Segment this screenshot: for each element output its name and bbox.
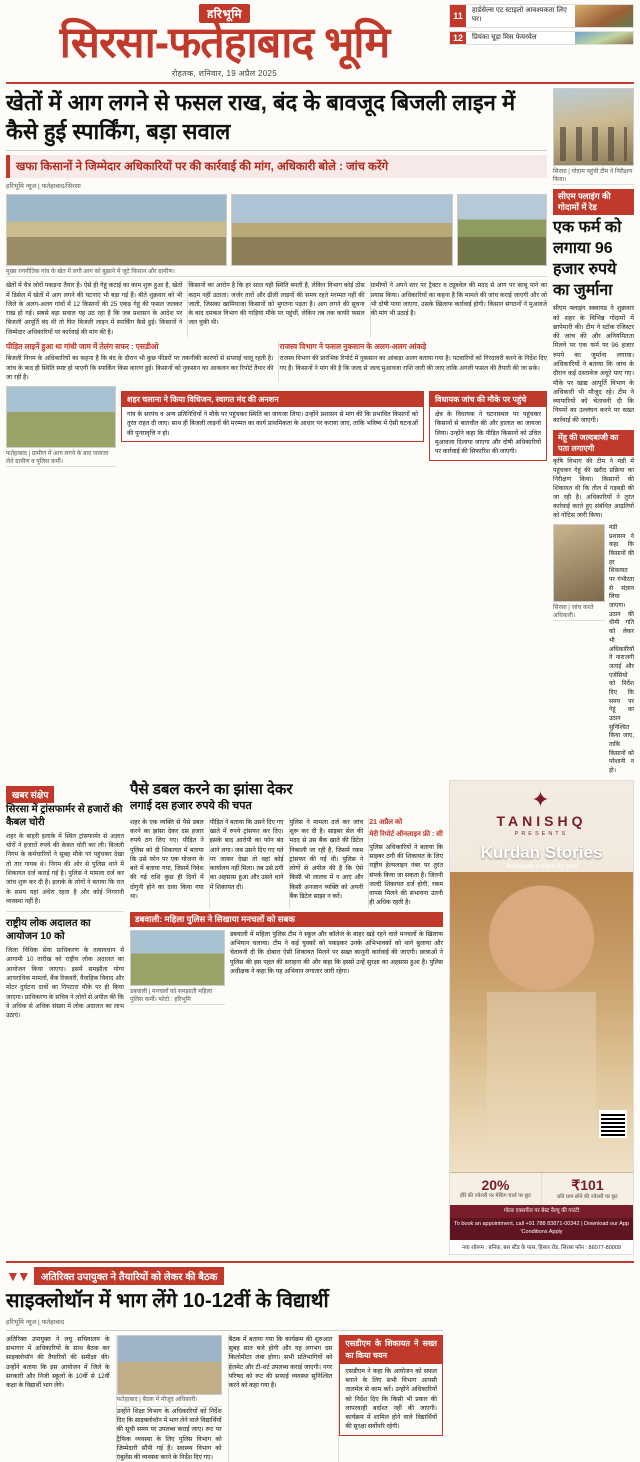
masthead [6, 4, 634, 84]
lead-photo-row [6, 194, 547, 266]
qr-code-icon[interactable] [599, 1110, 627, 1138]
side-headline: एक फर्म को लगाया 96 हजार रुपये का जुर्माना [552, 219, 622, 299]
lead-photo-4-caption: फतेहाबाद | ग्रामीण में आग लगने के बाद जायजा लेते ग्रामीण व पुलिस कर्मी। [6, 448, 116, 467]
bottom-main [6, 1285, 443, 1462]
center-story-title: पैसे डबल करने का झांसा देकर [130, 780, 293, 798]
lead-subheadline: खफा किसानों ने जिम्मेदार अधिकारियों पर की कार्रवाई की मांग, अधिकारी बोले : जांच करेंगे [6, 155, 547, 178]
center-story-side-headline: मेरी रिपोर्ट ऑनलाइन फ्री : सी [369, 831, 443, 839]
side-photo-small [553, 524, 605, 602]
promo-number: 12 [450, 32, 466, 45]
ad-offer-1-value: 20% [481, 1176, 510, 1193]
khabar-item-2-text: जिला विधिक सेवा प्राधिकरण के तत्वावधान में आगामी 10 तारीख को राष्ट्रीय लोक अदालत का आयोजन किया जाएगा। इसमें समझौता योग्य आपराधिक मामलों, बैंक रिकवरी, वैवाहिक विवाद और मोटर दुर्घटना दावों का निपटारा मौके पर ही किया जाएगा। प्राधिकरण के सचिव ने लोगों से अपील की कि वे अधिक से अधिक संख्या में लोक अदालत का लाभ उठाएं। [6, 947, 124, 1020]
lead-column-3: ग्रामीणों ने अपने स्तर पर ट्रैक्टर व ट्यूबवेल की मदद से आग पर काबू पाने का प्रयास किया। अधिकारियों का कहना है कि मामले की जांच कराई जाएगी और जो भी दोषी पाया जाएगा, उसके खिलाफ कार्रवाई होगी। किसान संगठनों ने मुआवजे की मांग भी उठाई है। [370, 281, 547, 337]
bottom-col-3: बैठक में बताया गया कि कार्यक्रम की शुरुआत सुबह सात बजे होगी और यह लगभग दस किलोमीटर लंबा होगा। सभी प्रतिभागियों को हेलमेट और टी-शर्ट उपलब्ध कराई जाएगी। नगर परिषद को रूट की सफाई व्यवस्था सुनिश्चित करने को कहा गया है। [228, 1335, 333, 1462]
ad-header [450, 781, 633, 839]
center-story-columns [130, 818, 443, 908]
bottom-col-2-text: उन्होंने शिक्षा विभाग के अधिकारियों को निर्देश दिए कि साइक्लोथॉन में भाग लेने वाले विद्यार्थियों की सूची समय पर उपलब्ध कराई जाए। रूट पर ट्रैफिक व्यवस्था के लिए पुलिस विभाग को जिम्मेदारी सौंपी गई है। स्वास्थ्य विभाग को एंबुलेंस की व्यवस्था करने के निर्देश दिए गए। [116, 1407, 222, 1462]
side-body: सीएम फ्लाइंग स्क्वायड ने शुक्रवार को शहर के विभिन्न गोदामों में छापेमारी की। टीम ने स्टॉक रजिस्टर की जांच की और अनियमितता मिलने पर एक फर्म पर 96 हजार रुपये का जुर्माना लगाया। अधिकारियों ने बताया कि जांच के दौरान कई दस्तावेज अधूरे पाए गए। मौके पर खाद्य आपूर्ति विभाग के अधिकारी भी मौजूद रहे। टीम ने व्यापारियों को चेतावनी दी कि नियमों का उल्लंघन करने पर सख्त कार्रवाई की जाएगी। [552, 305, 634, 424]
ad-model-image [450, 872, 633, 1172]
khabar-band: खबर संक्षेप [6, 786, 54, 803]
advertisement[interactable] [449, 780, 634, 1255]
lead-section [6, 88, 634, 776]
masthead-left [6, 4, 443, 79]
ad-offer-1-text: हीरे की ज्वेलरी पर मेकिंग चार्ज पर छूट [460, 1192, 531, 1199]
center-story-side [368, 818, 443, 908]
khabar-column [6, 780, 124, 1255]
lead-box3-wrap [121, 386, 424, 467]
bottom-ad-spacer [449, 1285, 634, 1462]
side-photo-small-wrap [553, 524, 605, 776]
tanishq-logo-icon: ✦ [531, 786, 552, 812]
center-story-col-1: शहर के एक व्यक्ति से पैसे डबल करने का झांसा देकर दस हजार रुपये ठग लिए गए। पीड़ित ने पुलिस को दी शिकायत में बताया कि उसे फोन पर एक योजना के बारे में बताया गया, जिसमें निवेश की गई राशि कुछ ही दिनों में दोगुनी होने का दावा किया गया था। [130, 818, 204, 900]
ad-footer-note: गोल्ड एक्सचेंज पर बेस्ट वैल्यू की गारंटी [450, 1205, 633, 1219]
center-story-side-note: 21 अप्रैल को [369, 818, 403, 826]
page-title: सिरसा-फतेहाबाद भूमि [59, 19, 390, 67]
bottom-columns [6, 1335, 443, 1462]
ad-offer-1 [450, 1173, 541, 1205]
ad-offers [450, 1172, 633, 1205]
side-body-3: मंडी प्रशासन ने कहा कि किसानों की हर शिकायत पर गंभीरता से संज्ञान लिया जाएगा। उठान की धीमी गति को लेकर भी अधिकारियों ने नाराजगी जताई और एजेंसियों को निर्देश दिए कि समय पर गेहूं का उठान सुनिश्चित किया जाए, ताकि किसानों को परेशानी न हो। [608, 524, 635, 775]
bottom-box-wrap [338, 1335, 443, 1462]
lead-box-4 [429, 391, 547, 460]
center-story-col-2: पीड़ित ने बताया कि उसने दिए गए खाते में रुपये ट्रांसफर कर दिए। इसके बाद आरोपी का फोन बंद आने लगा। जब उसने दिए गए पते पर जाकर देखा तो वहां कोई कार्यालय नहीं मिला। तब उसे ठगी का अहसास हुआ और उसने थाने में शिकायत दी। [209, 818, 284, 908]
lead-byline: हरिभूमि न्यूज | फतेहाबाद/सिरसा [6, 183, 81, 191]
promo-text: हार्डसेल्स एट स्टाइलो आवश्यकता लिए घर। [472, 7, 567, 23]
promo-thumbnail [575, 32, 633, 45]
lead-subbox-2-title: राजस्व विभाग ने फसल नुकसान के अलग-अलग आंकड़े [279, 341, 427, 351]
lead-box-3 [121, 391, 424, 442]
khabar-item-1-title: सिरसा में ट्रांसफार्मर से हजारों की कैबल चोरी [6, 803, 123, 828]
lead-subbox-1-title: पीड़ित लाइनें हुआ था गांधी जाम में तेलंग सफर : एसडीओ [6, 341, 159, 351]
right-column [553, 88, 634, 776]
ad-offer-2-value: ₹101 [571, 1176, 604, 1193]
center-story-subtitle: लगाई दस हजार रुपये की चपत [130, 800, 252, 813]
center-sub-band: डबवाली: महिला पुलिस ने सिखाया मनचलों को सबक [130, 912, 443, 927]
center-sub-photo-caption: डबवाली | मनचलों को समझाती महिला पुलिस कर्मी। फोटो : हरिभूमि [130, 986, 225, 1005]
lead-column-1: खेतों में चैत्र जोरों पकड़ना तैयार है। ऐसे ही गेहूं कटाई का काम शुरू हुआ है, खेतों में डिसेल में खेतों में आग लगने की घटनाएं भी बड़ा गई हैं। बीते शुक्रवार को भी जिले के अलग-अलग गांवों में 12 किसानों की 25 एकड़ गेहूं की फसल जलकर राख हो गई। सबसे बड़ा सवाल यह उठ रहा है कि जब प्रशासन के आदेश पर बिजली आपूर्ति बंद थी तो फिर बिजली लाइन में स्पार्किंग कैसे हुई। किसानों ने जिम्मेदार अधिकारियों पर कार्रवाई की मांग की है। [6, 282, 183, 336]
lead-photo-3 [457, 194, 547, 266]
chevron-right-icon: ▼▼ [6, 1267, 28, 1284]
ad-address: नया शोरूम : बनिक, बस स्टैंड के पास, हिसार रोड, सिरसा फोन : 86077-80009 [450, 1240, 633, 1254]
ad-brand-name: TANISHQ [496, 812, 587, 829]
bottom-box [339, 1335, 443, 1436]
lead-box-4-title: विधायक जांच की मौके पर पहुंचे [430, 392, 546, 407]
center-sub-row [130, 930, 443, 1005]
bottom-section [6, 1285, 634, 1462]
side-body-2: कृषि विभाग की टीम ने मंडी में पहुंचकर गेहूं की खरीद प्रक्रिया का निरीक्षण किया। किसानों की शिकायत थी कि तौल में गड़बड़ी की जा रही है। अधिकारियों ने तुरंत कार्रवाई करते हुए संबंधित आढ़तियों को नोटिस जारी किया। [552, 457, 634, 519]
lead-photo-4 [6, 386, 116, 448]
bottom-band-label: अतिरिक्त उपायुक्त ने तैयारियों को लेकर की बैठक [34, 1267, 225, 1285]
lead-box-4-text: क्षेत्र के विधायक ने घटनास्थल पर पहुंचकर किसानों से बातचीत की और हालात का जायजा लिया। उन्होंने कहा कि पीड़ित किसानों को उचित मुआवजा दिलाया जाएगा और दोषी अधिकारियों पर कार्रवाई की सिफारिश की जाएगी। [434, 411, 541, 456]
lead-box-3-title: शहर चलाना ने किया विधिजन, स्वागत मंद की अनशन [122, 392, 423, 407]
center-story-side-text: पुलिस अधिकारियों ने बताया कि साइबर ठगी की शिकायत के लिए राष्ट्रीय हेल्पलाइन नंबर पर तुरंत संपर्क किया जा सकता है। जितनी जल्दी शिकायत दर्ज होगी, रकम वापस मिलने की संभावना उतनी ही अधिक रहती है। [369, 843, 443, 907]
lead-lower-photo-wrap [6, 386, 116, 467]
side-section-band: सीएम फ्लाइंग की गोदामों में रेड [553, 189, 634, 215]
center-sub-photo [130, 930, 225, 986]
lead-box4-wrap [429, 386, 547, 467]
lead-subbox-1 [6, 341, 273, 382]
side-photo-small-caption: सिरसा | जांच करते अधिकारी। [553, 602, 605, 621]
promo-thumbnail [575, 5, 633, 27]
publication-badge: हरिभूमि [199, 4, 250, 23]
lead-headline: खेतों में आग लगने से फसल राख, बंद के बावजूद बिजली लाइन में कैसे हुई स्पार्किंग, बड़ा सवाल [6, 88, 547, 151]
center-story [130, 780, 443, 1255]
lead-box-3-text: गांव के सरपंच व अन्य प्रतिनिधियों ने मौके पर पहुंचकर स्थिति का जायजा लिया। उन्होंने प्रशासन से मांग की कि प्रभावित किसानों को तुरंत राहत दी जाए। साथ ही बिजली लाइनों की मरम्मत का कार्य प्राथमिकता के आधार पर कराया जाए, ताकि भविष्य में ऐसी घटनाओं की पुनरावृत्ति न हो। [127, 411, 418, 437]
promo-item[interactable] [449, 31, 634, 46]
lead-subbox-2 [278, 341, 546, 382]
side-section-band-2: मेंहू की जल्दबाजी का पता लगाएगी [553, 430, 634, 456]
masthead-dateline: रोहतक, शनिवार, 19 अप्रैल 2025 [171, 69, 278, 79]
bottom-col-2 [116, 1335, 222, 1462]
ad-tagline: Intricately crafted for you [505, 862, 578, 870]
middle-section [6, 780, 634, 1255]
khabar-item-2-title: राष्ट्रीय लोक अदालत का आयोजन 10 को [6, 918, 91, 943]
bottom-box-title: एसडीएम के शिकायत ने सख्त का किया चयन [340, 1336, 442, 1364]
center-sub-photo-wrap [130, 930, 225, 1005]
lead-column-2: किसानों का आरोप है कि हर साल यही स्थिति बनती है, लेकिन विभाग कोई ठोस कदम नहीं उठाता। जर्जर तारों और ढीली लाइनों की समय रहते मरम्मत नहीं की जाती, जिसका खामियाजा किसानों को भुगतना पड़ता है। आग लगने की सूचना के बाद दमकल विभाग की गाड़ियां मौके पर पहुंचीं, लेकिन तब तक काफी फसल जल चुकी थी। [187, 281, 364, 337]
bottom-photo [117, 1335, 222, 1395]
lead-lower-row [6, 386, 547, 467]
lead-subbox-2-text: राजस्व विभाग की प्रारंभिक रिपोर्ट में नुकसान का आंकड़ा अलग बताया गया है। पटवारियों को गिरदावरी करने के निर्देश दिए गए हैं। किसानों ने मांग की है कि जल्द से जल्द मुआवजा राशि जारी की जाए ताकि अगली फसल की तैयारी की जा सके। [279, 355, 547, 372]
ad-call-note: To book an appointment, call +91 788 83871-00342 | Download our App 'Conditions Apply [450, 1218, 633, 1239]
promo-item[interactable] [449, 4, 634, 28]
ad-offer-2 [541, 1173, 633, 1205]
bottom-box-text: एसडीएम ने कहा कि आयोजन को सफल बनाने के लिए सभी विभाग आपसी तालमेल से काम करें। उन्होंने अधिकारियों को निर्देश दिए कि किसी भी प्रकार की लापरवाही बर्दाश्त नहीं की जाएगी। कार्यक्रम में शामिल होने वाले विद्यार्थियों की सुरक्षा सर्वोपरि रहेगी। [345, 1367, 438, 1431]
lead-photo-1 [6, 194, 227, 266]
bottom-band-row [6, 1261, 634, 1285]
promo-text: प्रियंका चूड़ा मिस फेयरवेल [472, 33, 537, 41]
side-photo-caption: सिरसा | गोदाम पहुंची टीम ने निरीक्षण किया। [553, 166, 634, 185]
lead-photo-caption: मुख्य रणनीतिक गांव के खेत में लगी आग को बुझाने में जुटे किसान और ग्रामीण। [6, 266, 547, 277]
lead-main [6, 88, 547, 776]
side-photo-top [553, 88, 634, 166]
ad-presents-label: PRESENTS [514, 830, 569, 837]
bottom-byline: हरिभूमि न्यूज | फतेहाबाद [6, 1318, 65, 1326]
lead-subbox-1-text: बिजली निगम के अधिकारियों का कहना है कि बंद के दौरान भी कुछ फीडरों पर तकनीकी कारणों से सप्लाई चालू रहती है। जांच के बाद ही स्थिति स्पष्ट हो पाएगी कि स्पार्किंग किस कारण हुई। किसानों को नुकसान का आकलन कर रिपोर्ट तैयार की जा रही है। [6, 355, 274, 381]
bottom-title: साइक्लोथॉन में भाग लेंगे 10-12वीं के विद्यार्थी [6, 1289, 329, 1312]
lead-body [6, 281, 547, 337]
khabar-item-1-text: शहर के बाहरी इलाके में स्थित ट्रांसफार्मर से अज्ञात चोरों ने हजारों रुपये की केबल चोरी कर ली। बिजली निगम के कर्मचारियों ने सुबह मौके पर पहुंचकर देखा तो तार गायब थे। निगम की ओर से पुलिस थाने में शिकायत दर्ज कराई गई है। पुलिस ने मामला दर्ज कर जांच शुरू कर दी है। इलाके के लोगों ने बताया कि रात के समय यहां अंधेरा रहता है और कोई निगरानी व्यवस्था नहीं है। [6, 832, 124, 905]
ad-title: Kurdan Stories [480, 842, 603, 862]
masthead-promos [449, 4, 634, 45]
side-split-row [553, 524, 634, 776]
lead-subboxes [6, 341, 547, 382]
center-story-col-3: पुलिस ने मामला दर्ज कर जांच शुरू कर दी है। साइबर सेल की मदद से उस बैंक खाते की डिटेल निकाली जा रही है, जिसमें रकम ट्रांसफर की गई थी। पुलिस ने लोगों से अपील की है कि ऐसे किसी भी लालच में न आएं और किसी अनजान व्यक्ति को अपनी बैंक डिटेल साझा न करें। [289, 818, 364, 908]
lead-photo-2 [231, 194, 452, 266]
bottom-col-1: अतिरिक्त उपायुक्त ने लघु सचिवालय के सभागार में अधिकारियों के साथ बैठक कर साइक्लोथॉन की तैयारियों की समीक्षा की। उन्होंने बताया कि इस आयोजन में जिले के सरकारी और निजी स्कूलों के 10वीं से 12वीं कक्षा के विद्यार्थी भाग लेंगे। [6, 1335, 110, 1390]
promo-number: 11 [450, 5, 466, 27]
bottom-photo-caption: फतेहाबाद | बैठक में मौजूद अधिकारी। [117, 1395, 222, 1407]
center-sub-text: डबवाली में महिला पुलिस टीम ने स्कूल और कॉलेज के बाहर खड़े रहने वाले मनचलों के खिलाफ अभियान चलाया। टीम ने कई युवकों को पकड़कर उनके अभिभावकों को थाने बुलाया और चेतावनी दी कि दोबारा ऐसी शिकायत मिलने पर सख्त कानूनी कार्रवाई की जाएगी। छात्राओं ने पुलिस की इस पहल की सराहना की और कहा कि इससे उन्हें सुरक्षा का अहसास हुआ है। पुलिस अधीक्षक ने कहा कि यह अभियान लगातार जारी रहेगा। [230, 930, 443, 975]
ad-offer-2-text: प्रति ग्राम सोने की ज्वेलरी पर छूट [557, 1193, 618, 1200]
